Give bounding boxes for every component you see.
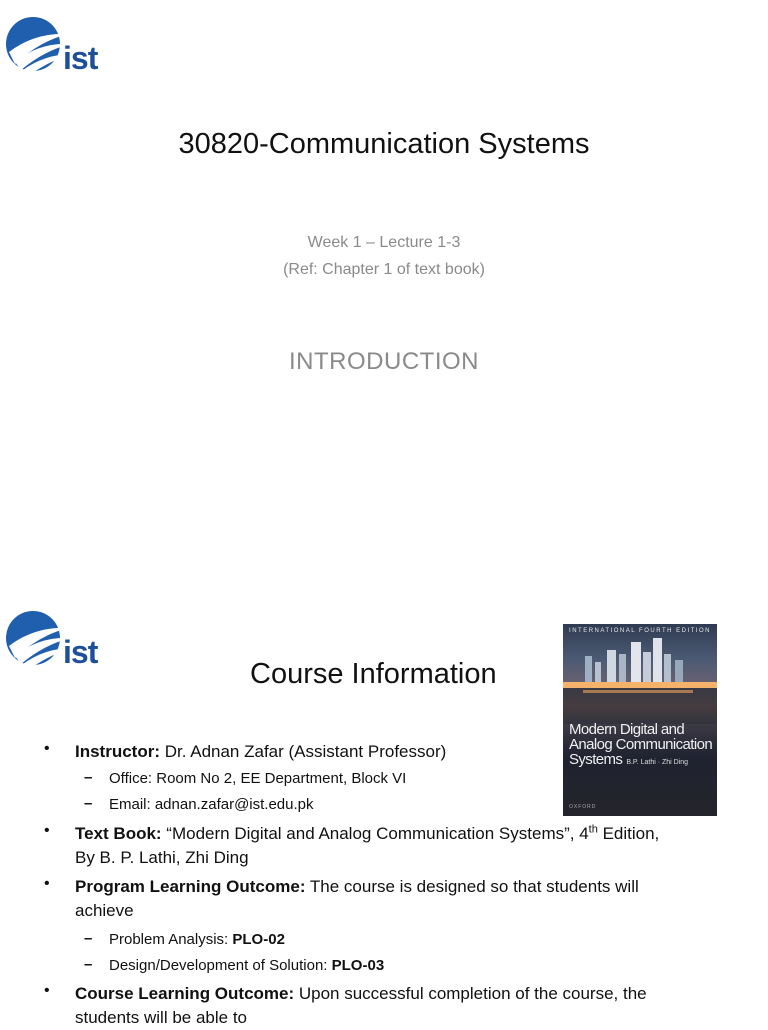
textbook-label: Text Book:	[75, 824, 162, 843]
plo-value: The course is designed so that students will	[305, 877, 639, 896]
clo-value: Upon successful completion of the course, the	[294, 984, 647, 1003]
section-heading: INTRODUCTION	[289, 348, 479, 375]
logo-text: ist	[63, 40, 98, 76]
bullet-icon: •	[44, 822, 50, 839]
book-title-line: Modern Digital and	[569, 721, 685, 738]
book-authors: B.P. Lathi · Zhi Ding	[626, 759, 689, 766]
plo-item-label: Problem Analysis:	[109, 931, 233, 948]
dash-icon: –	[84, 956, 93, 973]
plo-value-line2: achieve	[75, 901, 134, 920]
plo-item-code: PLO-03	[331, 957, 385, 974]
instructor-value: Dr. Adnan Zafar (Assistant Professor)	[160, 742, 447, 761]
book-edition: INTERNATIONAL FOURTH EDITION	[569, 628, 711, 634]
email-text: Email: adnan.zafar@ist.edu.pk	[109, 796, 314, 813]
week-label: Week 1 – Lecture 1-3	[307, 234, 461, 251]
bullet-icon: •	[44, 740, 50, 757]
clo-label: Course Learning Outcome:	[75, 984, 295, 1003]
dash-icon: –	[84, 930, 93, 947]
office-text: Office: Room No 2, EE Department, Block VI	[109, 770, 407, 787]
reference-label: (Ref: Chapter 1 of text book)	[283, 261, 485, 278]
bullet-icon: •	[44, 875, 50, 892]
ist-logo	[5, 12, 115, 78]
edition-superscript: th	[588, 823, 598, 836]
clo-value-line2: students will be able to	[75, 1008, 247, 1027]
city-skyline-icon	[563, 624, 717, 724]
book-cover-image	[563, 624, 717, 816]
dash-icon: –	[84, 769, 93, 786]
textbook-value: “Modern Digital and Analog Communication Systems”, 4	[161, 824, 589, 843]
logo-text: ist	[63, 634, 98, 670]
textbook-edition: Edition,	[597, 824, 660, 843]
book-title-systems: Systems	[569, 751, 623, 768]
course-title: 30820-Communication Systems	[178, 128, 590, 160]
slide-title: Course Information	[250, 658, 497, 690]
bullet-icon: •	[44, 982, 50, 999]
ist-logo	[5, 606, 115, 672]
book-title-line: Analog Communication	[569, 736, 713, 753]
dash-icon: –	[84, 795, 93, 812]
plo-item-label: Design/Development of Solution:	[109, 957, 332, 974]
instructor-label: Instructor:	[75, 742, 160, 761]
plo-label: Program Learning Outcome:	[75, 877, 306, 896]
textbook-authors: By B. P. Lathi, Zhi Ding	[75, 848, 249, 867]
course-info-slide	[0, 576, 768, 1027]
book-publisher: OXFORD	[569, 804, 597, 810]
plo-item-code: PLO-02	[232, 931, 285, 948]
